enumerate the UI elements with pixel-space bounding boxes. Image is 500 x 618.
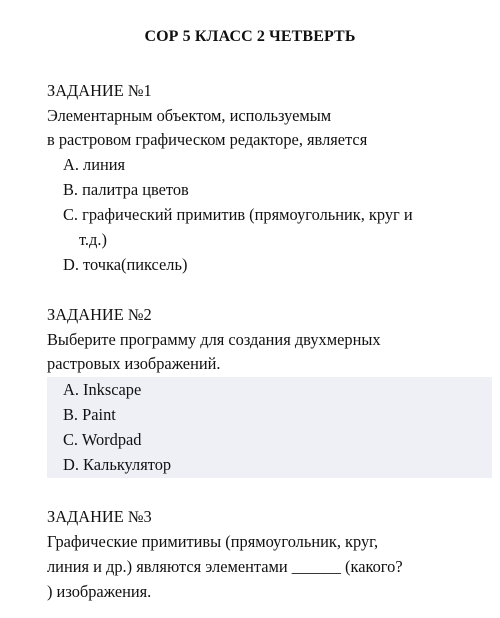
task-3-question-line: линия и др.) являются элементами ______ (какого?	[47, 557, 403, 576]
task-1-option-d: D. точка(пиксель)	[63, 255, 188, 274]
task-1-option-c-continuation: т.д.)	[79, 230, 107, 249]
document-title: СОР 5 КЛАСС 2 ЧЕТВЕРТЬ	[144, 28, 356, 45]
task-3-question-line: ) изображения.	[47, 582, 152, 601]
task-1-option-b: B. палитра цветов	[63, 180, 189, 199]
task-1-question-line: Элементарным объектом, используемым	[47, 106, 332, 125]
task-2-option-c: C. Wordpad	[63, 430, 142, 449]
task-1-option-c: C. графический примитив (прямоугольник, круг и	[63, 205, 413, 224]
task-2-question-line: растровых изображений.	[47, 354, 221, 373]
task-1-question-line: в растровом графическом редакторе, является	[47, 130, 368, 149]
task-2-question-line: Выберите программу для создания двухмерных	[47, 330, 381, 349]
task-1-option-a: A. линия	[63, 155, 126, 174]
task-2-option-d: D. Калькулятор	[63, 455, 172, 474]
task-2-heading: ЗАДАНИЕ №2	[47, 305, 152, 324]
task-3-heading: ЗАДАНИЕ №3	[47, 507, 152, 526]
task-2-option-b: B. Paint	[63, 405, 116, 424]
task-3-question-line: Графические примитивы (прямоугольник, круг,	[47, 532, 379, 551]
task-1-heading: ЗАДАНИЕ №1	[47, 81, 152, 100]
task-2-option-a: A. Inkscape	[63, 380, 142, 399]
